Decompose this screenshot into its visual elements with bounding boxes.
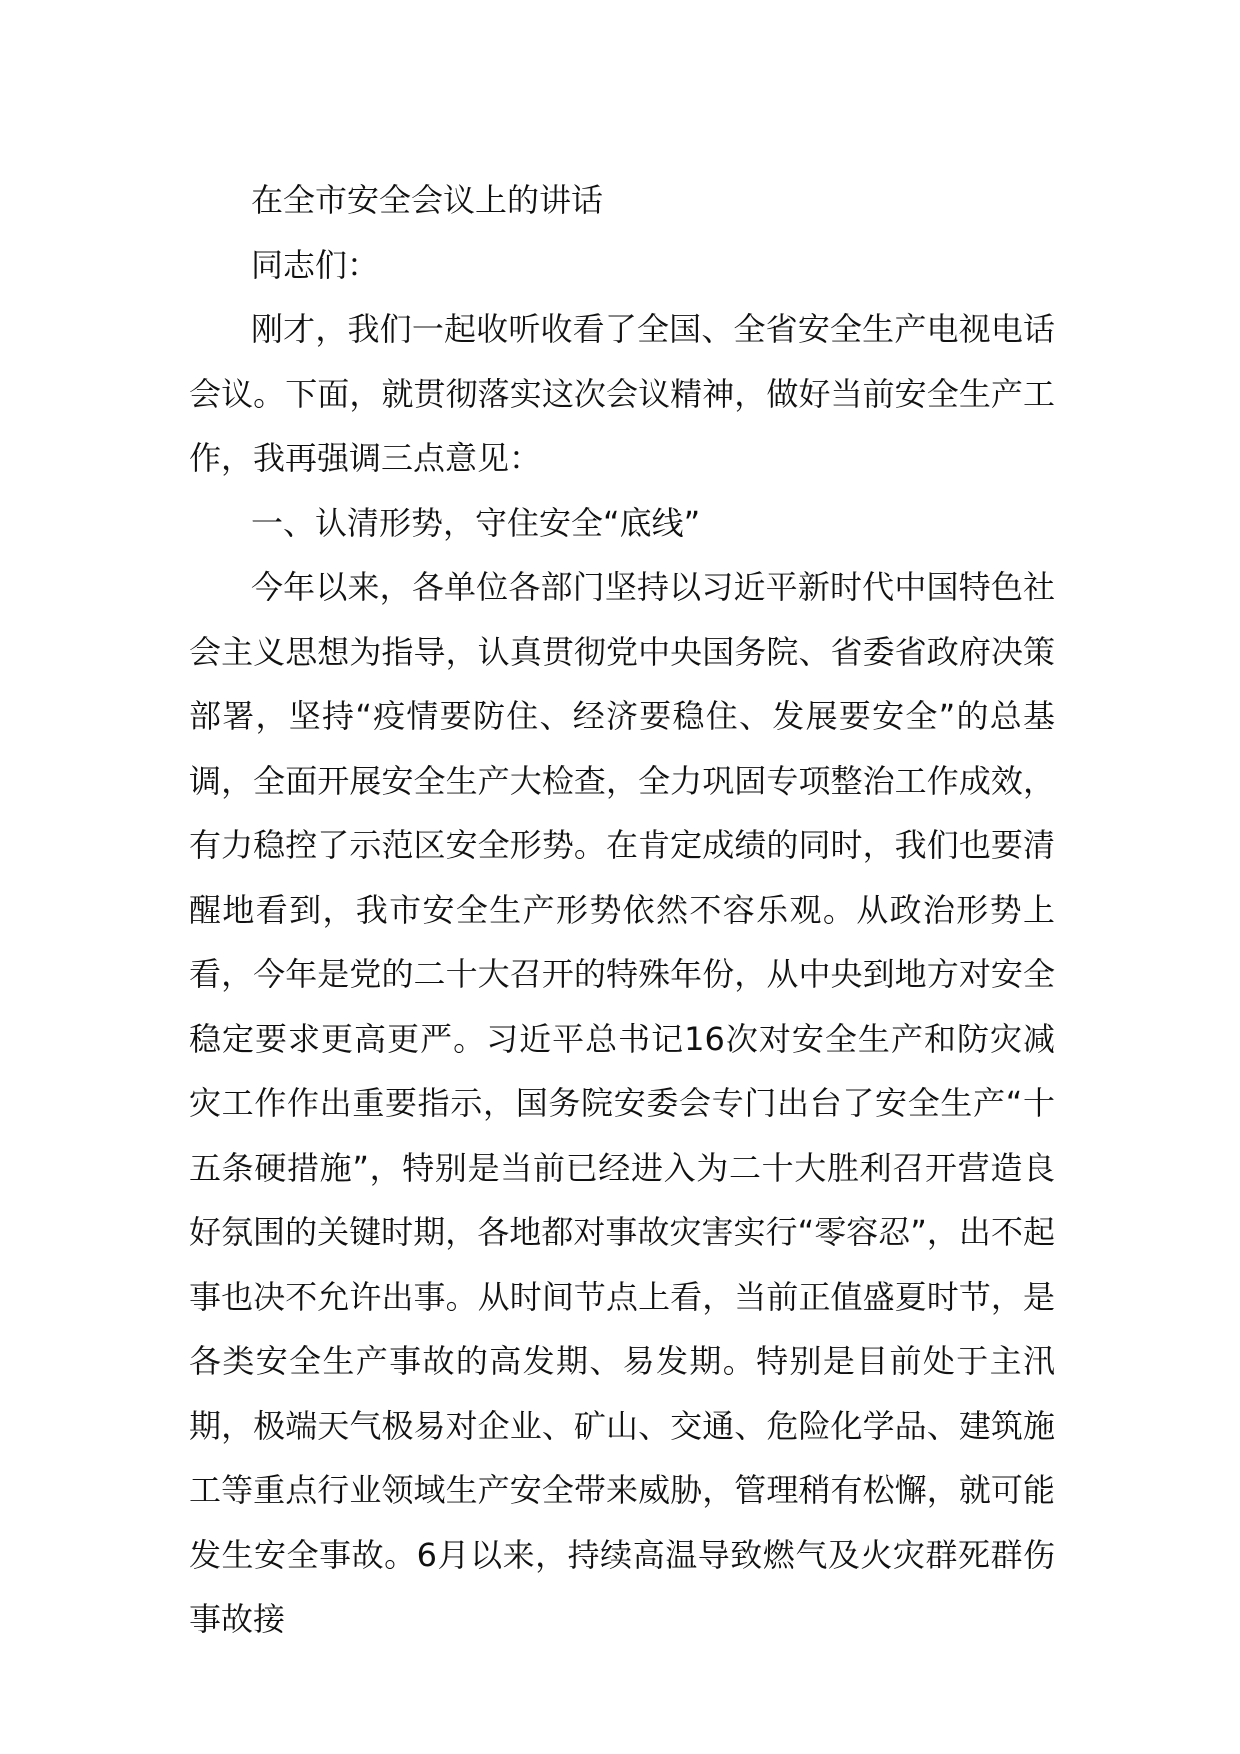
document-title: 在全市安全会议上的讲话 bbox=[251, 181, 604, 219]
paragraph-situation: 今年以来，各单位各部门坚持以习近平新时代中国特色社会主义思想为指导，认真贯彻党中央国务院、省委省政府决策部署，坚持“疫情要防住、经济要稳住、发展要安全”的总基调，全面开展安全生产大检查，全力巩固专项整治工作成效，有力稳控了示范区安全形势。在肯定成绩的同时，我们也要清醒地看到，我市安全生产形势依然不容乐观。从政治形势上看，今年是党的二十大召开的特殊年份，从中央到地方对安全稳定要求更高更严。习近平总书记16次对安全生产和防灾减灾工作作出重要指示，国务院安委会专门出台了安全生产“十五条硬措施”，特别是当前已经进入为二十大胜利召开营造良好氛围的关键时期，各地都对事故灾害实行“零容忍”，出不起事也决不允许出事。从时间节点上看，当前正值盛夏时节，是各类安全生产事故的高发期、易发期。特别是目前处于主汛期，极端天气极易对企业、矿山、交通、危险化学品、建筑施工等重点行业领域生产安全带来威胁，管理稍有松懈，就可能发生安全事故。6月以来，持续高温导致燃气及火灾群死群伤事故接 bbox=[189, 568, 1055, 1638]
section-heading-1: 一、认清形势，守住安全“底线” bbox=[251, 503, 701, 542]
paragraph-intro: 刚才，我们一起收听收看了全国、全省安全生产电视电话会议。下面，就贯彻落实这次会议精神，做好当前安全生产工作，我再强调三点意见： bbox=[189, 310, 1055, 477]
document-body bbox=[189, 168, 1055, 1652]
salutation: 同志们： bbox=[251, 245, 380, 284]
